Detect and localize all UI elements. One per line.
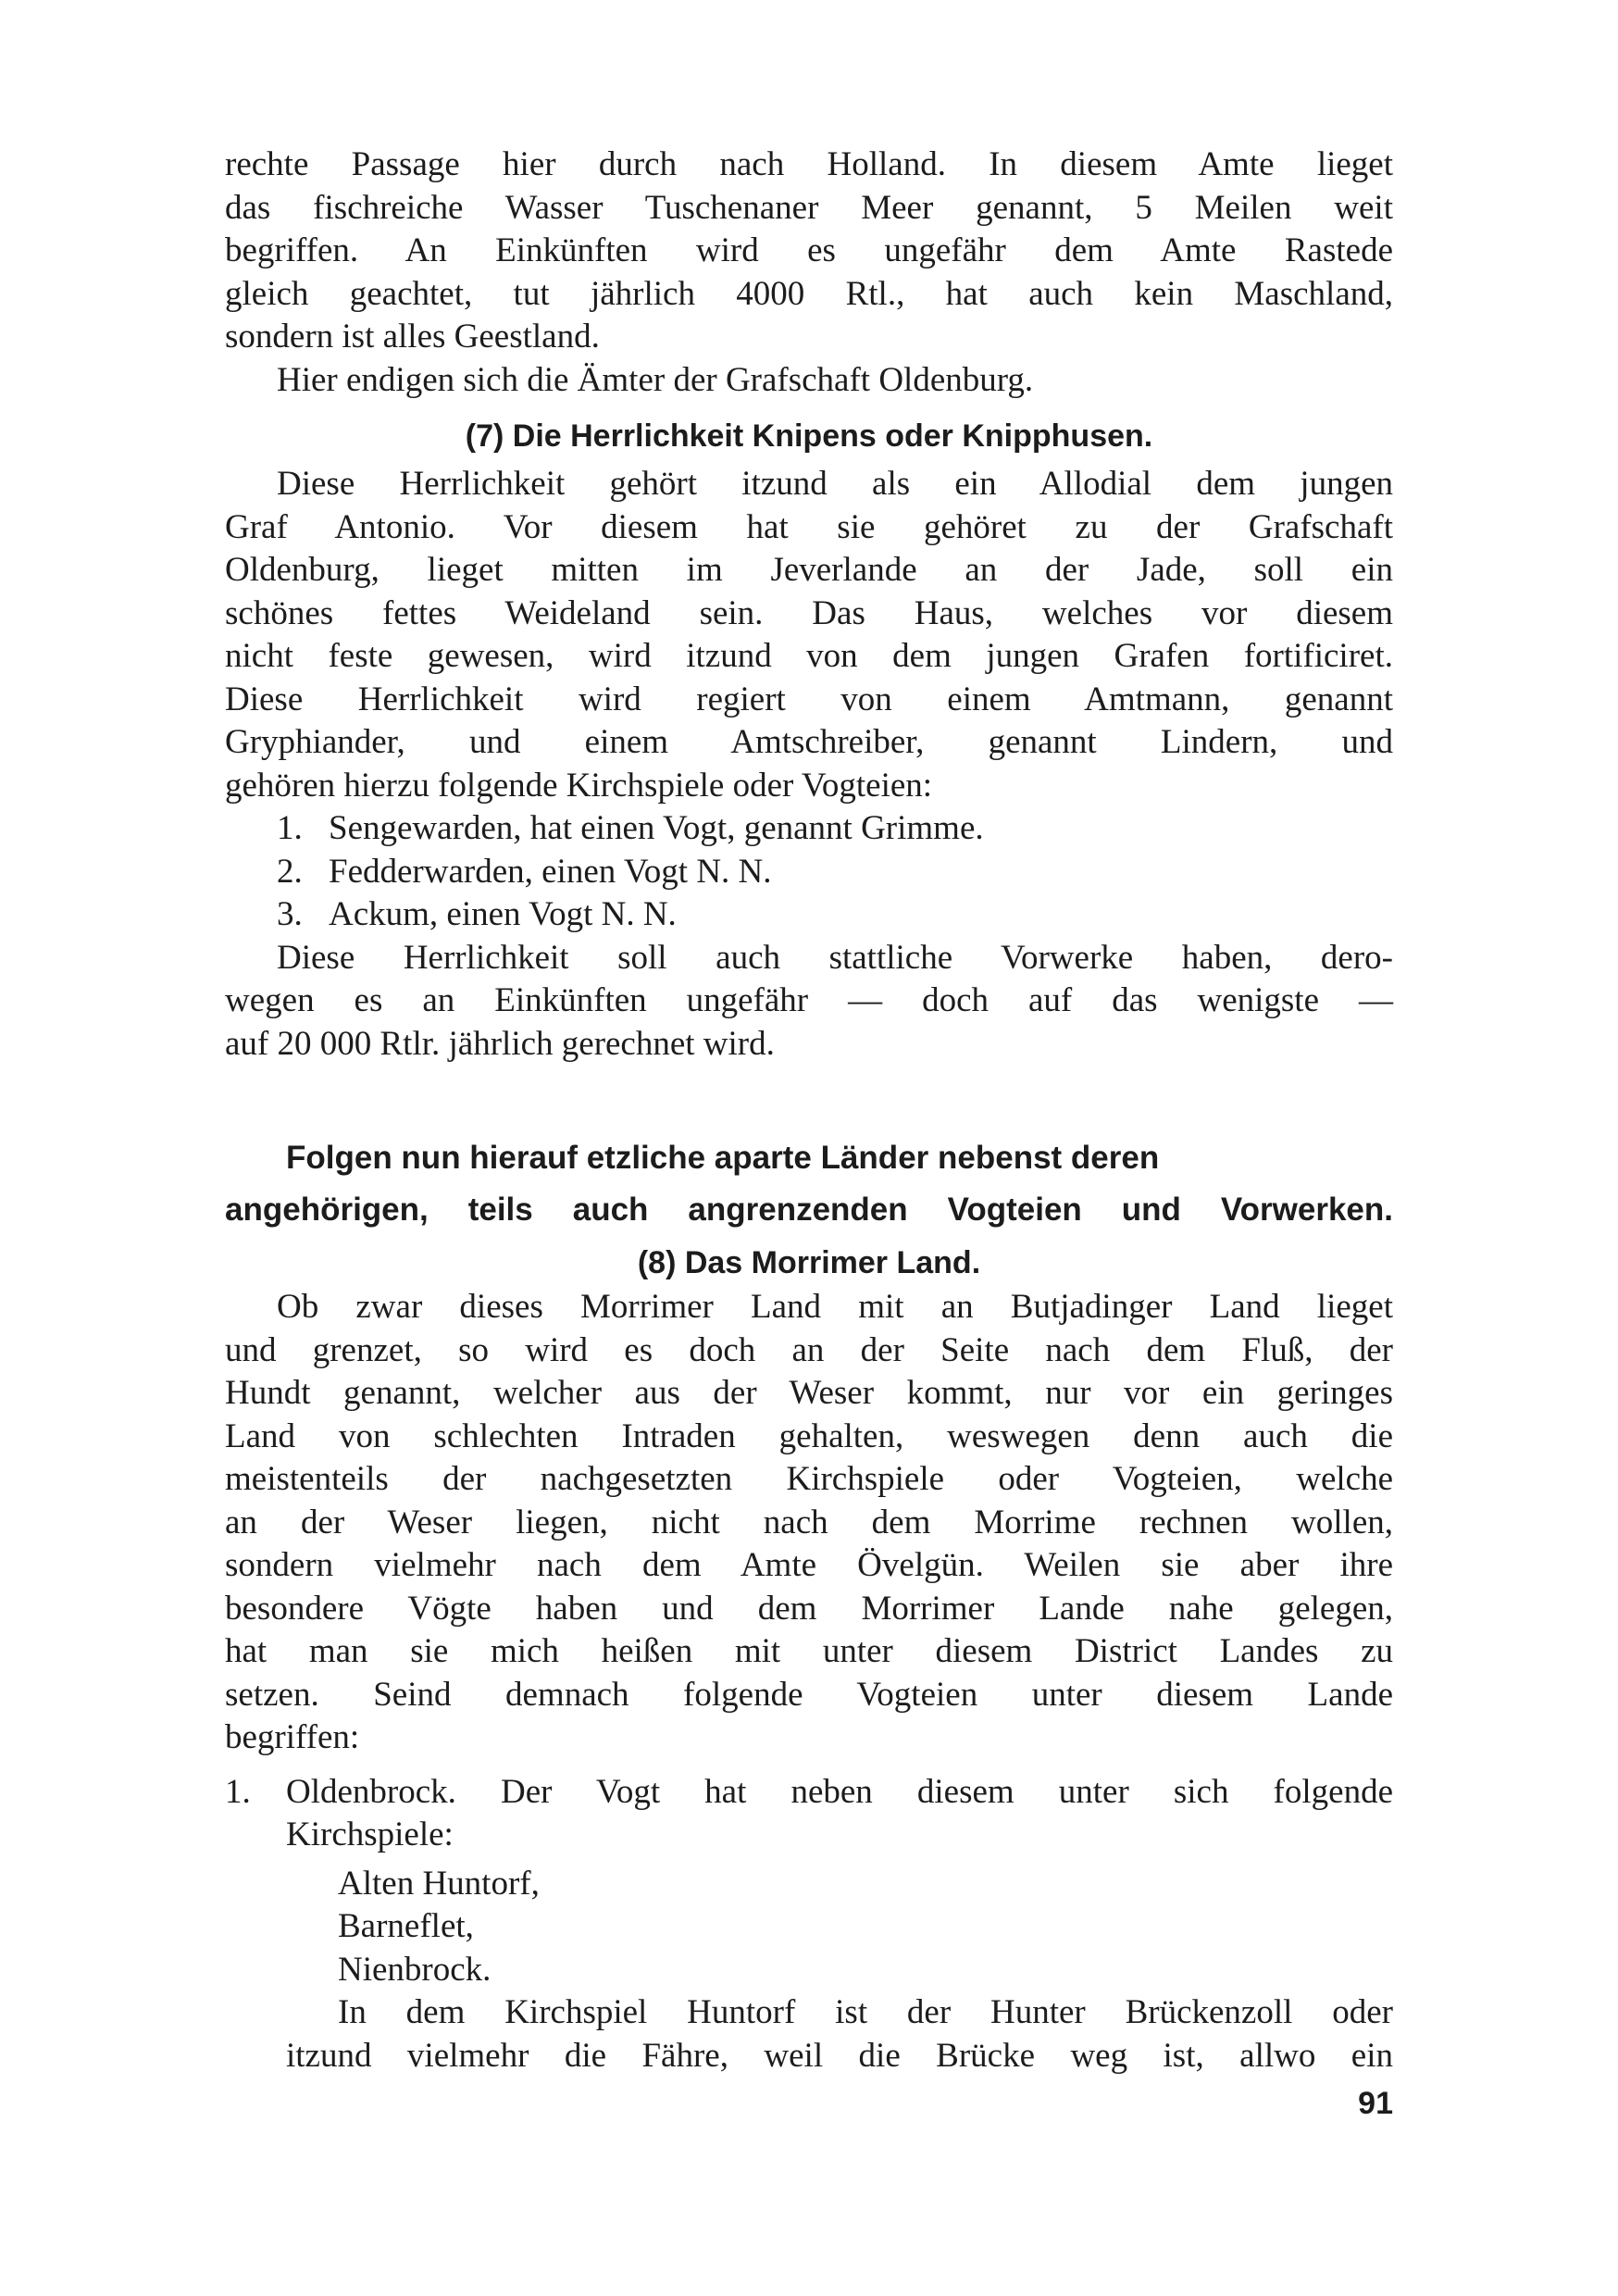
paragraph-6 [225, 1991, 1393, 2078]
text-line: das fischreiche Wasser Tuschenaner Meer genannt, 5 Meilen weit [225, 188, 1393, 227]
text-line: sondern ist alles Geestland. [225, 318, 600, 356]
list-text: Fedderwarden, einen Vogt N. N. [329, 852, 772, 891]
text-line: wegen es an Einkünften ungefähr — doch auf das wenigste — [225, 981, 1393, 1019]
list-text: Ackum, einen Vogt N. N. [329, 895, 677, 933]
text-line: begriffen. An Einkünften wird es ungefähr dem Amte Rastede [225, 231, 1393, 269]
text-line: Oldenbrock. Der Vogt hat neben diesem unter sich folgende [286, 1772, 1393, 1811]
list-item: Barneflet, [338, 1907, 474, 1945]
text-line: Hier endigen sich die Ämter der Grafschaft Oldenburg. [277, 360, 1034, 399]
text-line: an der Weser liegen, nicht nach dem Morrime rechnen wollen, [225, 1503, 1393, 1541]
heading-line: angehörigen, teils auch angrenzenden Vogteien und Vorwerken. [225, 1192, 1393, 1228]
text-line: Gryphiander, und einem Amtschreiber, genannt Lindern, und [225, 723, 1393, 761]
text-line: schönes fettes Weideland sein. Das Haus, welches vor diesem [225, 593, 1393, 632]
list-item: Nienbrock. [338, 1950, 492, 1989]
text-line: und grenzet, so wird es doch an der Seite nach dem Fluß, der [225, 1330, 1393, 1369]
text-line: Graf Antonio. Vor diesem hat sie gehöret zu der Grafschaft [225, 507, 1393, 546]
list-number: 2. [277, 852, 303, 891]
text-line: In dem Kirchspiel Huntorf ist der Hunter Brückenzoll oder [338, 1993, 1393, 2031]
list-number: 1. [225, 1772, 251, 1811]
text-line: nicht feste gewesen, wird itzund von dem jungen Grafen fortificiret. [225, 637, 1393, 675]
list-item [277, 851, 1393, 894]
text-line: Hundt genannt, welcher aus der Weser kommt, nur vor ein geringes [225, 1374, 1393, 1412]
paragraph-2 [225, 359, 1393, 403]
kirchspiel-list [225, 1863, 1393, 1992]
text-line: Diese Herrlichkeit wird regiert von einem Amtmann, genannt [225, 680, 1393, 718]
page-body [225, 144, 1393, 2078]
list-item [277, 807, 1393, 851]
paragraph-1 [225, 144, 1393, 359]
text-line: Diese Herrlichkeit soll auch stattliche Vorwerke haben, dero- [277, 938, 1393, 977]
section-heading-8: (8) Das Morrimer Land. [637, 1245, 981, 1280]
text-line: gleich geachtet, tut jährlich 4000 Rtl., hat auch kein Maschland, [225, 274, 1393, 313]
text-line: setzen. Seind demnach folgende Vogteien unter diesem Lande [225, 1675, 1393, 1714]
text-line: Kirchspiele: [286, 1816, 454, 1853]
text-line: hat man sie mich heißen mit unter diesem District Landes zu [225, 1632, 1393, 1670]
vogtei-list [225, 807, 1393, 937]
paragraph-4 [225, 937, 1393, 1067]
text-line: begriffen: [225, 1718, 360, 1756]
entry-line [225, 1771, 1393, 1815]
list-item [277, 893, 1393, 937]
chapter-heading [225, 1132, 1393, 1236]
paragraph-5 [225, 1286, 1393, 1760]
text-line: Diese Herrlichkeit gehört itzund als ein Allodial dem jungen [277, 465, 1393, 503]
section-heading-7: (7) Die Herrlichkeit Knipens oder Knipphusen. [465, 418, 1153, 454]
numbered-entry [225, 1771, 1393, 1857]
text-line: Oldenburg, lieget mitten im Jeverlande an der Jade, soll ein [225, 551, 1393, 589]
heading-line: Folgen nun hierauf etzliche aparte Länder nebenst deren [286, 1140, 1160, 1176]
list-number: 3. [277, 895, 303, 933]
text-line: itzund vielmehr die Fähre, weil die Brücke weg ist, allwo ein [286, 2036, 1393, 2075]
paragraph-3 [225, 463, 1393, 807]
text-line: sondern vielmehr nach dem Amte Övelgün. Weilen sie aber ihre [225, 1546, 1393, 1584]
text-line: rechte Passage hier durch nach Holland. In diesem Amte lieget [225, 145, 1393, 183]
list-number: 1. [277, 809, 303, 847]
list-text: Sengewarden, hat einen Vogt, genannt Grimme. [329, 809, 984, 847]
text-line: gehören hierzu folgende Kirchspiele oder Vogteien: [225, 766, 933, 805]
text-line: Ob zwar dieses Morrimer Land mit an Butjadinger Land lieget [277, 1288, 1393, 1326]
text-line: meistenteils der nachgesetzten Kirchspiele oder Vogteien, welche [225, 1460, 1393, 1498]
page-number: 91 [1358, 2086, 1393, 2121]
list-item: Alten Huntorf, [338, 1864, 540, 1903]
text-line: auf 20 000 Rtlr. jährlich gerechnet wird. [225, 1024, 775, 1063]
text-line: besondere Vögte haben und dem Morrimer Lande nahe gelegen, [225, 1589, 1393, 1628]
text-line: Land von schlechten Intraden gehalten, weswegen denn auch die [225, 1416, 1393, 1455]
